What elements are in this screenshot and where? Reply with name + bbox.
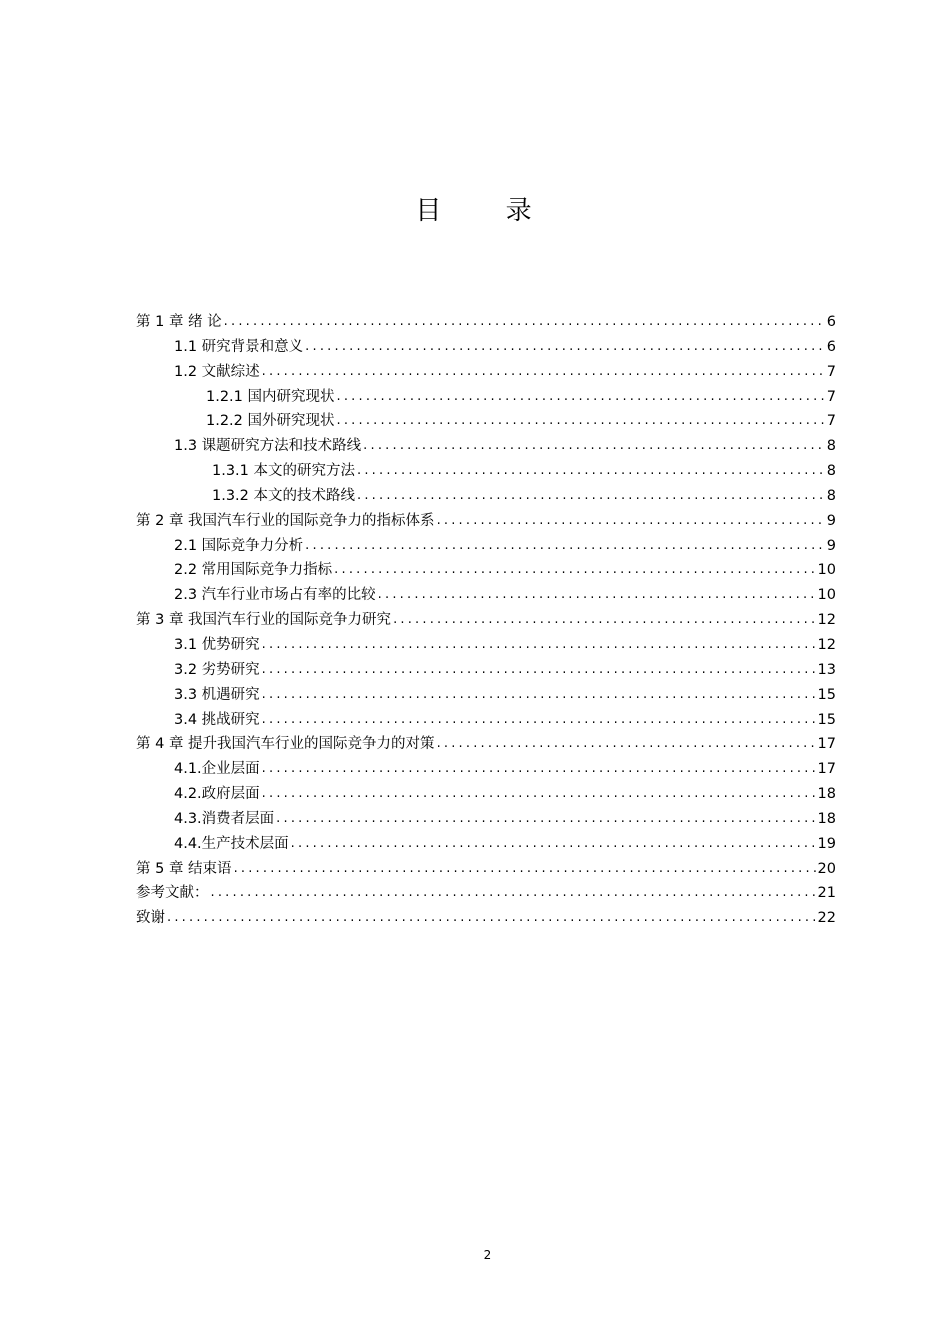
toc-leader-dots bbox=[357, 459, 825, 484]
toc-entry[interactable] bbox=[136, 757, 836, 782]
toc-entry[interactable] bbox=[136, 534, 836, 559]
toc-entry-page: 7 bbox=[826, 413, 836, 430]
toc-leader-dots bbox=[291, 832, 816, 857]
toc-leader-dots bbox=[357, 484, 825, 509]
toc-entry[interactable] bbox=[136, 459, 836, 484]
toc-entry-page: 10 bbox=[817, 587, 836, 604]
toc-entry-page: 22 bbox=[817, 910, 836, 927]
toc-entry[interactable] bbox=[136, 310, 836, 335]
toc-entry[interactable] bbox=[136, 832, 836, 857]
toc-entry[interactable] bbox=[136, 583, 836, 608]
table-of-contents bbox=[136, 310, 836, 931]
toc-leader-dots bbox=[437, 509, 825, 534]
toc-leader-dots bbox=[234, 857, 816, 882]
toc-entry-page: 7 bbox=[826, 388, 836, 405]
toc-entry-page: 21 bbox=[817, 885, 836, 902]
toc-leader-dots bbox=[305, 534, 825, 559]
toc-leader-dots bbox=[363, 434, 825, 459]
toc-leader-dots bbox=[334, 558, 815, 583]
toc-entry[interactable] bbox=[136, 385, 836, 410]
toc-entry-page: 8 bbox=[826, 487, 836, 504]
toc-entry-text: 参考文献： bbox=[136, 885, 209, 902]
toc-leader-dots bbox=[262, 360, 825, 385]
toc-entry[interactable] bbox=[136, 608, 836, 633]
toc-entry[interactable] bbox=[136, 857, 836, 882]
toc-entry[interactable] bbox=[136, 509, 836, 534]
toc-entry-page: 9 bbox=[826, 537, 836, 554]
toc-entry-page: 12 bbox=[817, 612, 836, 629]
toc-entry-text: 1.1 研究背景和意义 bbox=[174, 338, 304, 355]
toc-entry-text: 1.3.1 本文的研究方法 bbox=[212, 463, 356, 480]
toc-entry-page: 12 bbox=[817, 636, 836, 653]
toc-leader-dots bbox=[378, 583, 816, 608]
toc-entry-page: 10 bbox=[817, 562, 836, 579]
toc-entry-text: 3.4 挑战研究 bbox=[174, 711, 260, 728]
toc-entry-page: 19 bbox=[817, 835, 836, 852]
toc-leader-dots bbox=[276, 807, 815, 832]
toc-leader-dots bbox=[262, 633, 816, 658]
toc-entry[interactable] bbox=[136, 409, 836, 434]
toc-entry[interactable] bbox=[136, 732, 836, 757]
toc-entry-text: 第 1 章 绪 论 bbox=[136, 314, 222, 330]
toc-entry-text: 4.1.企业层面 bbox=[174, 761, 260, 778]
toc-entry-page: 8 bbox=[826, 463, 836, 480]
toc-entry-page: 20 bbox=[817, 860, 836, 877]
toc-entry-text: 4.4.生产技术层面 bbox=[174, 835, 289, 852]
toc-entry-page: 17 bbox=[817, 736, 836, 753]
toc-entry-text: 1.2.2 国外研究现状 bbox=[206, 413, 335, 430]
toc-entry-text: 第 2 章 我国汽车行业的国际竞争力的指标体系 bbox=[136, 512, 435, 529]
toc-entry-text: 3.3 机遇研究 bbox=[174, 686, 260, 703]
toc-entry[interactable] bbox=[136, 633, 836, 658]
toc-leader-dots bbox=[262, 782, 816, 807]
toc-leader-dots bbox=[437, 732, 816, 757]
toc-entry-text: 1.3 课题研究方法和技术路线 bbox=[174, 438, 362, 455]
toc-entry-page: 13 bbox=[817, 661, 836, 678]
toc-leader-dots bbox=[337, 385, 825, 410]
toc-entry-page: 15 bbox=[817, 686, 836, 703]
toc-entry[interactable] bbox=[136, 434, 836, 459]
toc-entry-text: 1.2 文献综述 bbox=[174, 363, 260, 380]
toc-entry-page: 8 bbox=[826, 438, 836, 455]
toc-entry[interactable] bbox=[136, 906, 836, 931]
toc-entry[interactable] bbox=[136, 335, 836, 360]
toc-leader-dots bbox=[393, 608, 815, 633]
toc-entry-page: 6 bbox=[826, 314, 836, 330]
toc-entry-text: 2.3 汽车行业市场占有率的比较 bbox=[174, 587, 376, 604]
toc-entry[interactable] bbox=[136, 782, 836, 807]
toc-leader-dots bbox=[262, 658, 816, 683]
toc-entry-text: 1.3.2 本文的技术路线 bbox=[212, 487, 356, 504]
toc-leader-dots bbox=[224, 310, 825, 335]
toc-leader-dots bbox=[337, 409, 825, 434]
toc-leader-dots bbox=[262, 708, 816, 733]
toc-leader-dots bbox=[167, 906, 816, 931]
toc-entry-text: 第 4 章 提升我国汽车行业的国际竞争力的对策 bbox=[136, 736, 435, 753]
toc-leader-dots bbox=[305, 335, 825, 360]
toc-entry-text: 第 3 章 我国汽车行业的国际竞争力研究 bbox=[136, 612, 392, 629]
toc-entry[interactable] bbox=[136, 708, 836, 733]
toc-entry-page: 15 bbox=[817, 711, 836, 728]
toc-entry[interactable] bbox=[136, 360, 836, 385]
toc-leader-dots bbox=[211, 881, 816, 906]
toc-entry-text: 4.2.政府层面 bbox=[174, 786, 260, 803]
toc-leader-dots bbox=[262, 683, 816, 708]
toc-entry-text: 2.1 国际竞争力分析 bbox=[174, 537, 304, 554]
toc-entry[interactable] bbox=[136, 683, 836, 708]
toc-entry-text: 3.1 优势研究 bbox=[174, 636, 260, 653]
page-number: 2 bbox=[483, 1248, 492, 1262]
toc-entry-text: 致谢 bbox=[136, 910, 165, 927]
toc-leader-dots bbox=[262, 757, 816, 782]
toc-entry-page: 18 bbox=[817, 786, 836, 803]
toc-entry-page: 9 bbox=[826, 512, 836, 529]
toc-entry-text: 3.2 劣势研究 bbox=[174, 661, 260, 678]
toc-entry-text: 4.3.消费者层面 bbox=[174, 810, 275, 827]
toc-entry-text: 第 5 章 结束语 bbox=[136, 860, 232, 877]
toc-entry[interactable] bbox=[136, 881, 836, 906]
toc-entry-page: 7 bbox=[826, 363, 836, 380]
toc-entry-page: 17 bbox=[817, 761, 836, 778]
toc-entry[interactable] bbox=[136, 484, 836, 509]
toc-entry-page: 6 bbox=[826, 338, 836, 355]
toc-entry-page: 18 bbox=[817, 810, 836, 827]
toc-entry[interactable] bbox=[136, 558, 836, 583]
toc-entry-text: 2.2 常用国际竞争力指标 bbox=[174, 562, 333, 579]
toc-entry[interactable] bbox=[136, 807, 836, 832]
toc-title: 目 录 bbox=[415, 196, 560, 226]
toc-entry[interactable] bbox=[136, 658, 836, 683]
toc-entry-text: 1.2.1 国内研究现状 bbox=[206, 388, 335, 405]
